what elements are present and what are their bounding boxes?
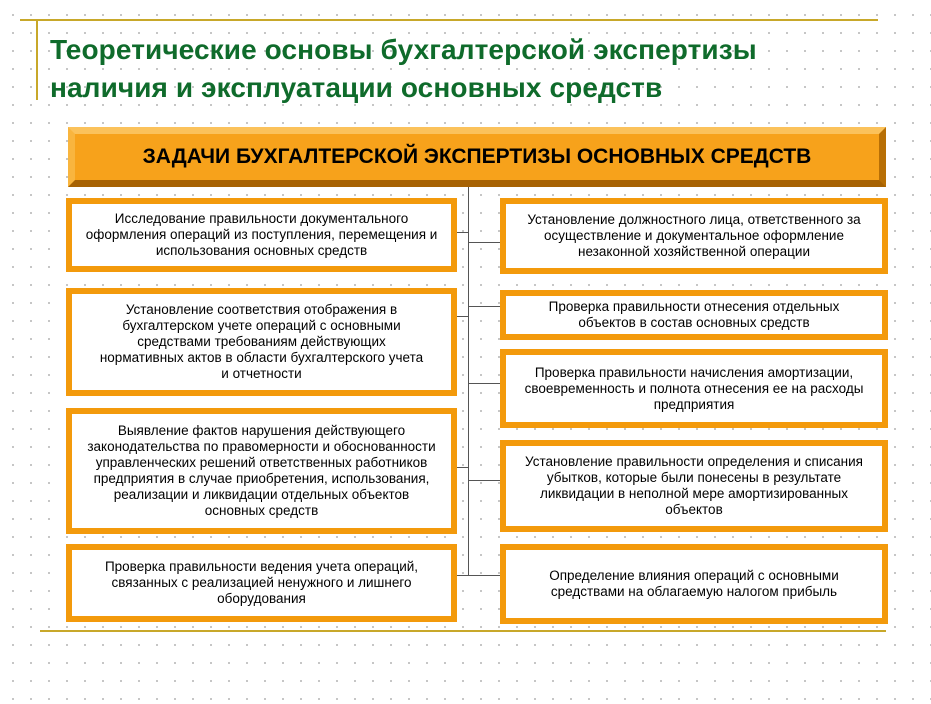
connector-right-1 (468, 242, 500, 243)
tasks-header-label: ЗАДАЧИ БУХГАЛТЕРСКОЙ ЭКСПЕРТИЗЫ ОСНОВНЫХ СРЕДСТВ (142, 145, 812, 168)
task-box-left-4 (66, 544, 457, 622)
task-text: Исследование правильности документального оформления операций из поступления, перемещения и использования основных средств (85, 211, 438, 258)
slide-title-line-2: наличия и эксплуатации основных средств (50, 72, 663, 103)
task-box-left-1 (66, 198, 457, 272)
task-text: Установление соответствия отображения в бухгалтерском учете операций с основными средствами требованиям действующих нормативных актов в области бухгалтерского учета и отчетности (99, 302, 424, 381)
task-text: Выявление фактов нарушения действующего законодательства по правомерности и обоснованности управленческих решений ответственных работников предприятия в случае приобретения, использования, реализации и ликвидации отдельных объектов основных средств (87, 423, 436, 518)
connector-right-4 (468, 480, 500, 481)
task-box-right-2 (500, 290, 888, 340)
connector-trunk (468, 187, 469, 575)
connector-left-3 (457, 467, 468, 468)
connector-right-2 (468, 306, 500, 307)
task-box-right-3 (500, 349, 888, 428)
connector-left-4 (457, 575, 468, 576)
task-box-right-5 (500, 544, 888, 624)
title-accent-bar (36, 20, 38, 100)
tasks-header-box (68, 127, 886, 187)
connector-left-2 (457, 316, 468, 317)
task-text: Определение влияния операций с основными средствами на облагаемую налогом прибыль (549, 568, 839, 599)
task-box-right-4 (500, 440, 888, 532)
task-text: Проверка правильности ведения учета операций, связанных с реализацией ненужного и лишнего оборудования (104, 559, 419, 606)
task-text: Проверка правильности начисления амортизации, своевременность и полнота отнесения ее на расходы предприятия (524, 364, 864, 412)
task-text: Проверка правильности отнесения отдельных объектов в состав основных средств (548, 299, 840, 330)
connector-right-5 (468, 575, 500, 576)
task-text: Установление правильности определения и списания убытков, которые были понесены в результате ликвидации в неполной мере амортизированных объектов (525, 454, 863, 517)
connector-left-1 (457, 232, 468, 233)
connector-right-3 (468, 383, 500, 384)
task-box-left-2 (66, 288, 457, 396)
top-divider (20, 19, 878, 21)
task-box-right-1 (500, 198, 888, 274)
slide-title-line-1: Теоретические основы бухгалтерской экспертизы (50, 34, 757, 65)
task-text: Установление должностного лица, ответственного за осуществление и документальное оформление незаконной хозяйственной операции (527, 212, 861, 259)
task-box-left-3 (66, 408, 457, 534)
bottom-divider (40, 630, 886, 632)
